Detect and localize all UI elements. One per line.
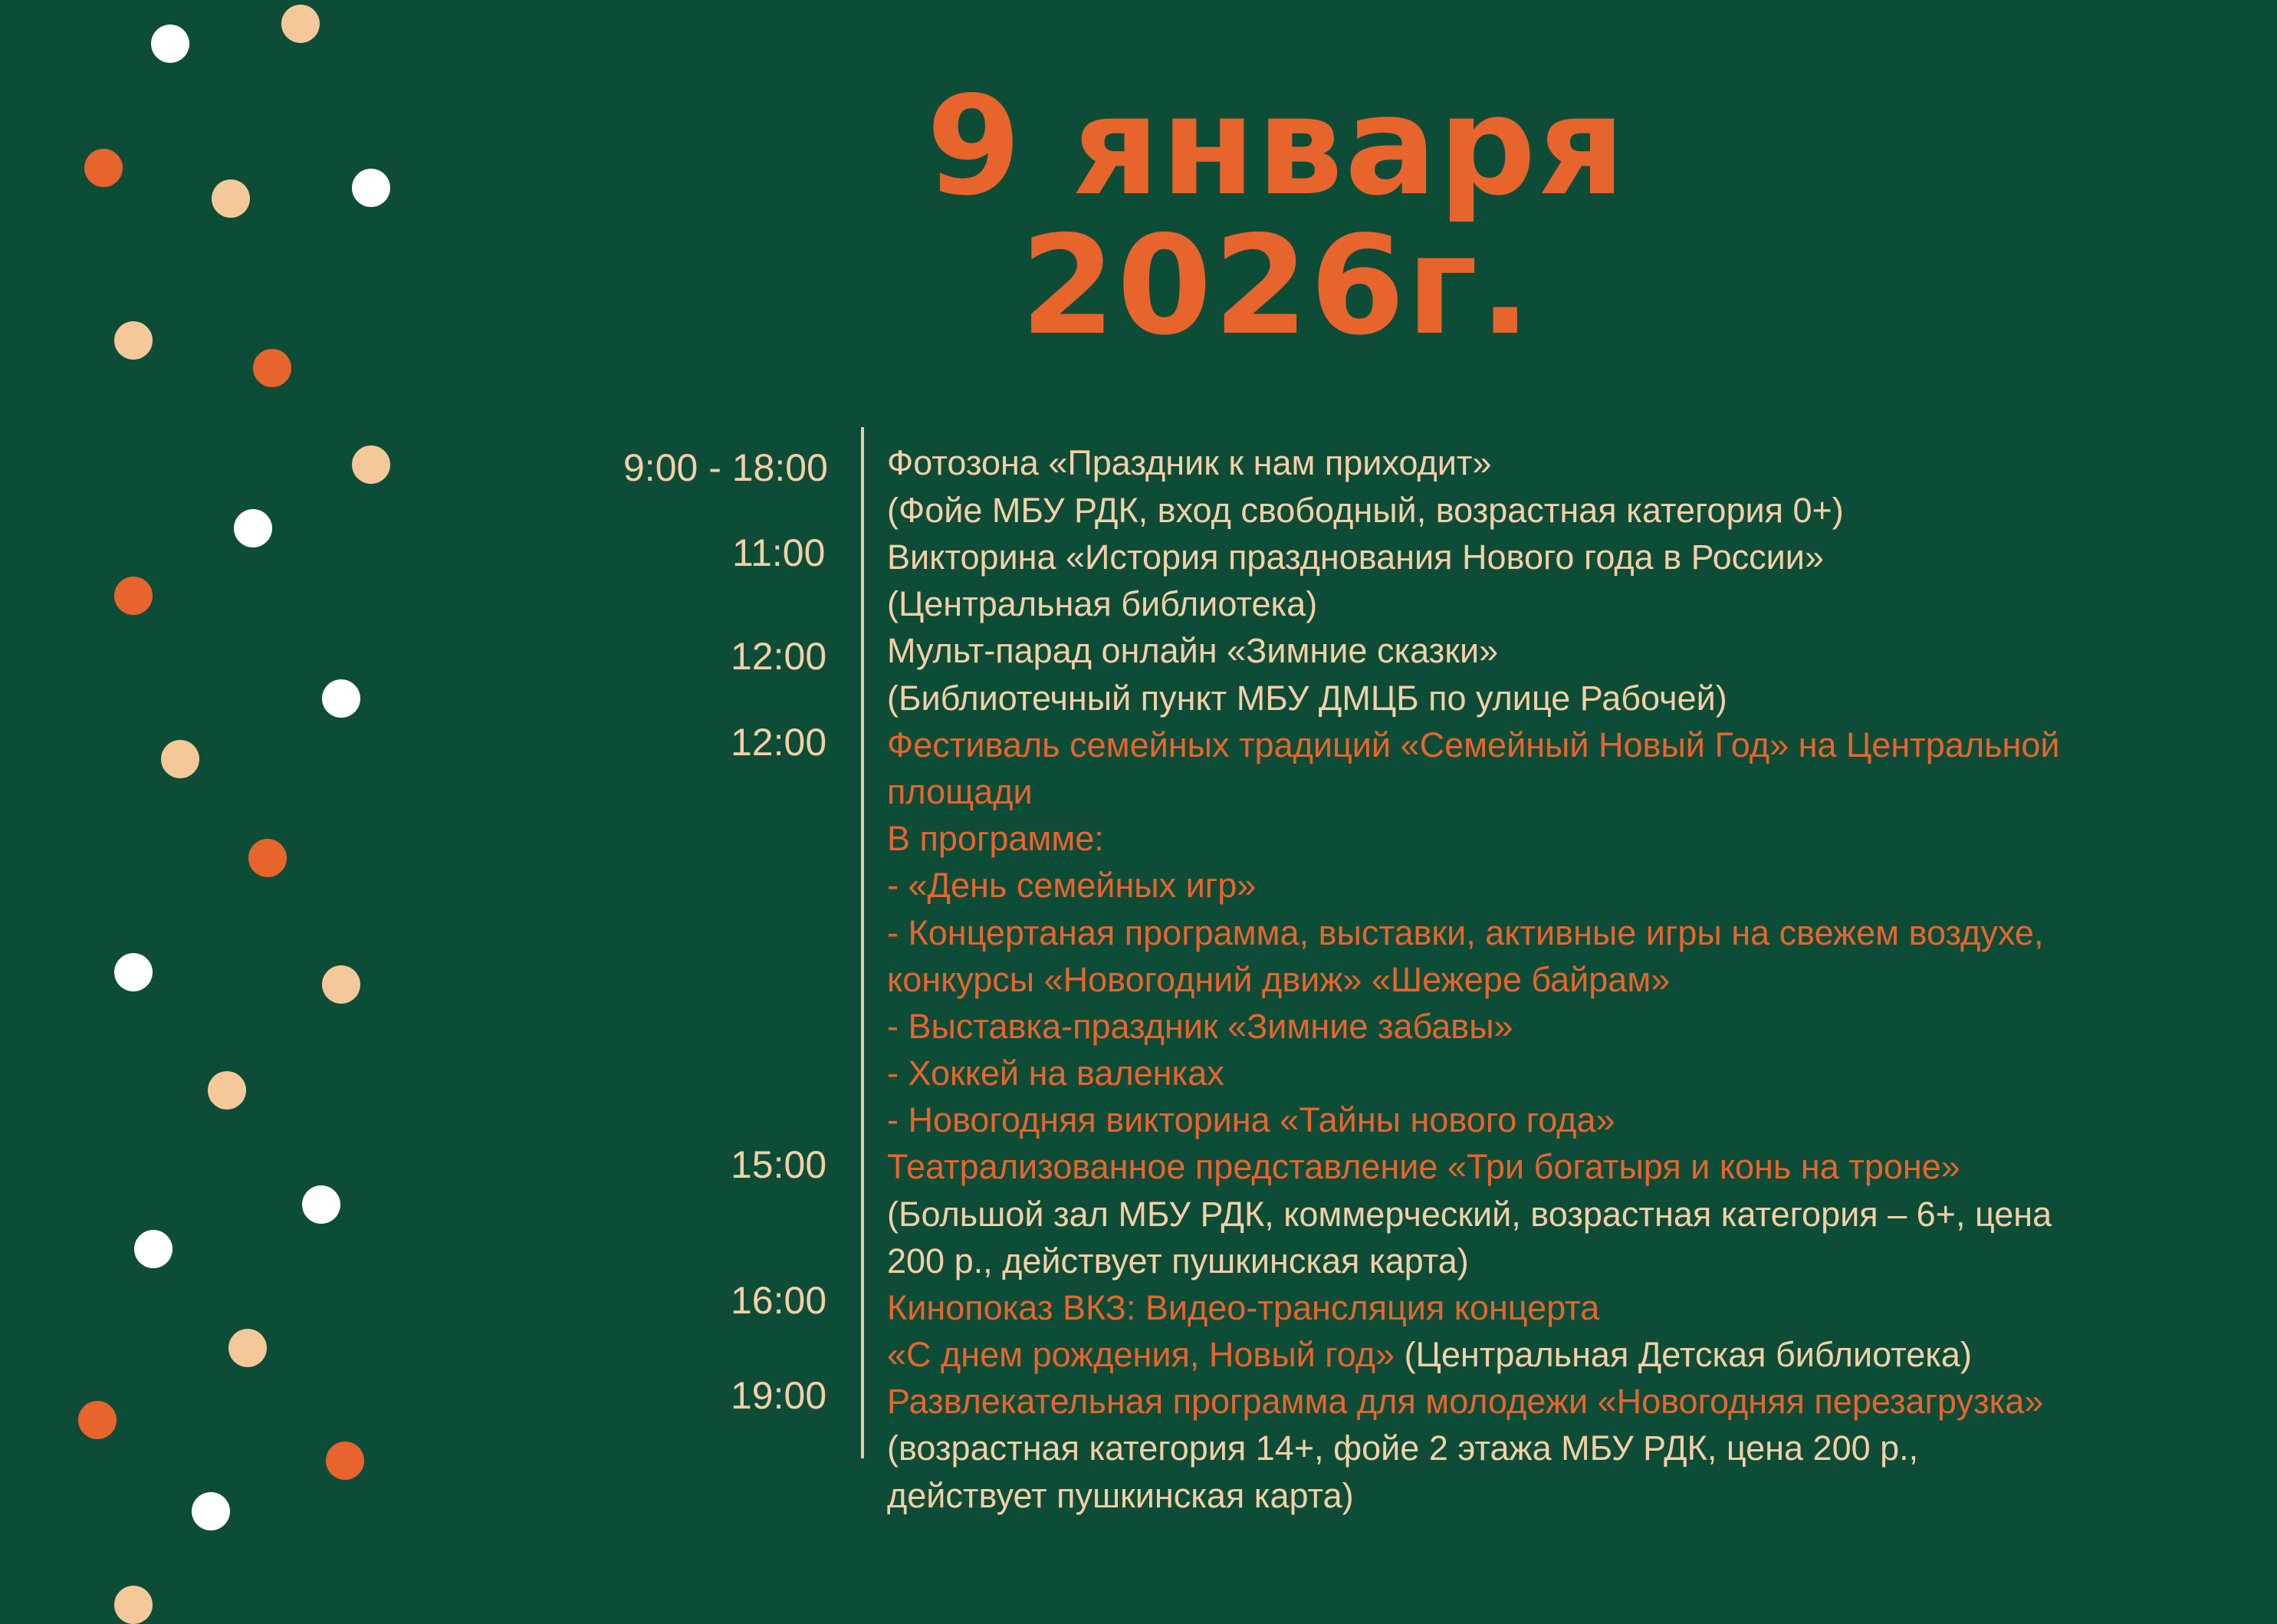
confetti-dot xyxy=(281,5,320,43)
confetti-dot xyxy=(134,1230,172,1268)
event-description: - Новогодняя викторина «Тайны нового года» xyxy=(887,1100,1615,1139)
event-description: Фестиваль семейных традиций «Семейный Новый Год» на Центральной xyxy=(887,725,2060,764)
event-time: 9:00 - 18:00 xyxy=(623,446,828,489)
event-description: Фотозона «Праздник к нам приходит» xyxy=(887,443,1492,482)
confetti-dot xyxy=(192,1492,230,1530)
confetti-dot xyxy=(326,1442,364,1480)
event-description: Театрализованное представление «Три богатыря и конь на троне» xyxy=(887,1147,1960,1186)
event-description-venue: (Центральная Детская библиотека) xyxy=(1395,1335,1972,1374)
event-description-title: «С днем рождения, Новый год» xyxy=(887,1335,1395,1374)
confetti-dot xyxy=(161,740,199,778)
confetti-dot xyxy=(114,1586,153,1624)
event-description: В программе: xyxy=(887,819,1104,858)
event-description: Развлекательная программа для молодежи «Новогодняя перезагрузка» xyxy=(887,1382,2044,1421)
event-description: (возрастная категория 14+, фойе 2 этажа МБУ РДК, цена 200 р., xyxy=(887,1428,1919,1468)
event-description: Мульт-парад онлайн «Зимние сказки» xyxy=(887,631,1499,670)
schedule-divider xyxy=(861,427,864,1458)
confetti-dot xyxy=(114,321,153,360)
event-time: 12:00 xyxy=(731,635,827,678)
event-description: - «День семейных игр» xyxy=(887,866,1257,905)
event-description: (Центральная библиотека) xyxy=(887,584,1318,623)
event-description: - Выставка-праздник «Зимние забавы» xyxy=(887,1007,1513,1046)
event-description: конкурсы «Новогодний движ» «Шежере байрам» xyxy=(887,960,1671,999)
confetti-dot xyxy=(78,1401,117,1439)
event-description: площади xyxy=(887,772,1033,811)
confetti-dot xyxy=(114,577,153,615)
confetti-dot xyxy=(322,679,360,718)
confetti-dot xyxy=(253,349,291,387)
confetti-dot xyxy=(151,25,189,63)
event-description: 200 р., действует пушкинская карта) xyxy=(887,1241,1469,1280)
confetti-dot xyxy=(352,445,390,484)
confetti-dot xyxy=(208,1071,246,1110)
event-description: (Библиотечный пункт МБУ ДМЦБ по улице Рабочей) xyxy=(887,679,1727,718)
event-description: - Хоккей на валенках xyxy=(887,1054,1224,1093)
confetti-dot xyxy=(114,953,153,991)
event-description: (Большой зал МБУ РДК, коммерческий, возрастная категория – 6+, цена xyxy=(887,1195,2052,1234)
title-date: 9 января xyxy=(926,67,1627,225)
page-title xyxy=(767,67,1786,365)
event-description: Кинопоказ ВКЗ: Видео-трансляция концерта xyxy=(887,1288,1600,1327)
event-description xyxy=(887,1331,1972,1379)
confetti-dot xyxy=(322,965,360,1004)
confetti-dot xyxy=(212,179,250,218)
event-time: 16:00 xyxy=(731,1279,827,1322)
confetti-dot xyxy=(84,149,123,187)
event-time: 19:00 xyxy=(731,1374,827,1417)
event-time: 12:00 xyxy=(731,721,827,764)
event-time: 15:00 xyxy=(731,1143,827,1186)
confetti-dot xyxy=(228,1329,267,1367)
event-time: 11:00 xyxy=(732,531,826,574)
event-description: - Концертаная программа, выставки, активные игры на свежем воздухе, xyxy=(887,913,2044,952)
confetti-dot xyxy=(248,839,287,877)
event-description: Викторина «История празднования Нового года в России» xyxy=(887,537,1824,577)
event-description: действует пушкинская карта) xyxy=(887,1476,1354,1515)
confetti-dot xyxy=(302,1185,340,1224)
confetti-dot xyxy=(234,509,272,547)
event-description: (Фойе МБУ РДК, вход свободный, возрастная категория 0+) xyxy=(887,491,1844,530)
title-year: 2026г. xyxy=(1020,206,1533,365)
confetti-dot xyxy=(352,169,390,207)
